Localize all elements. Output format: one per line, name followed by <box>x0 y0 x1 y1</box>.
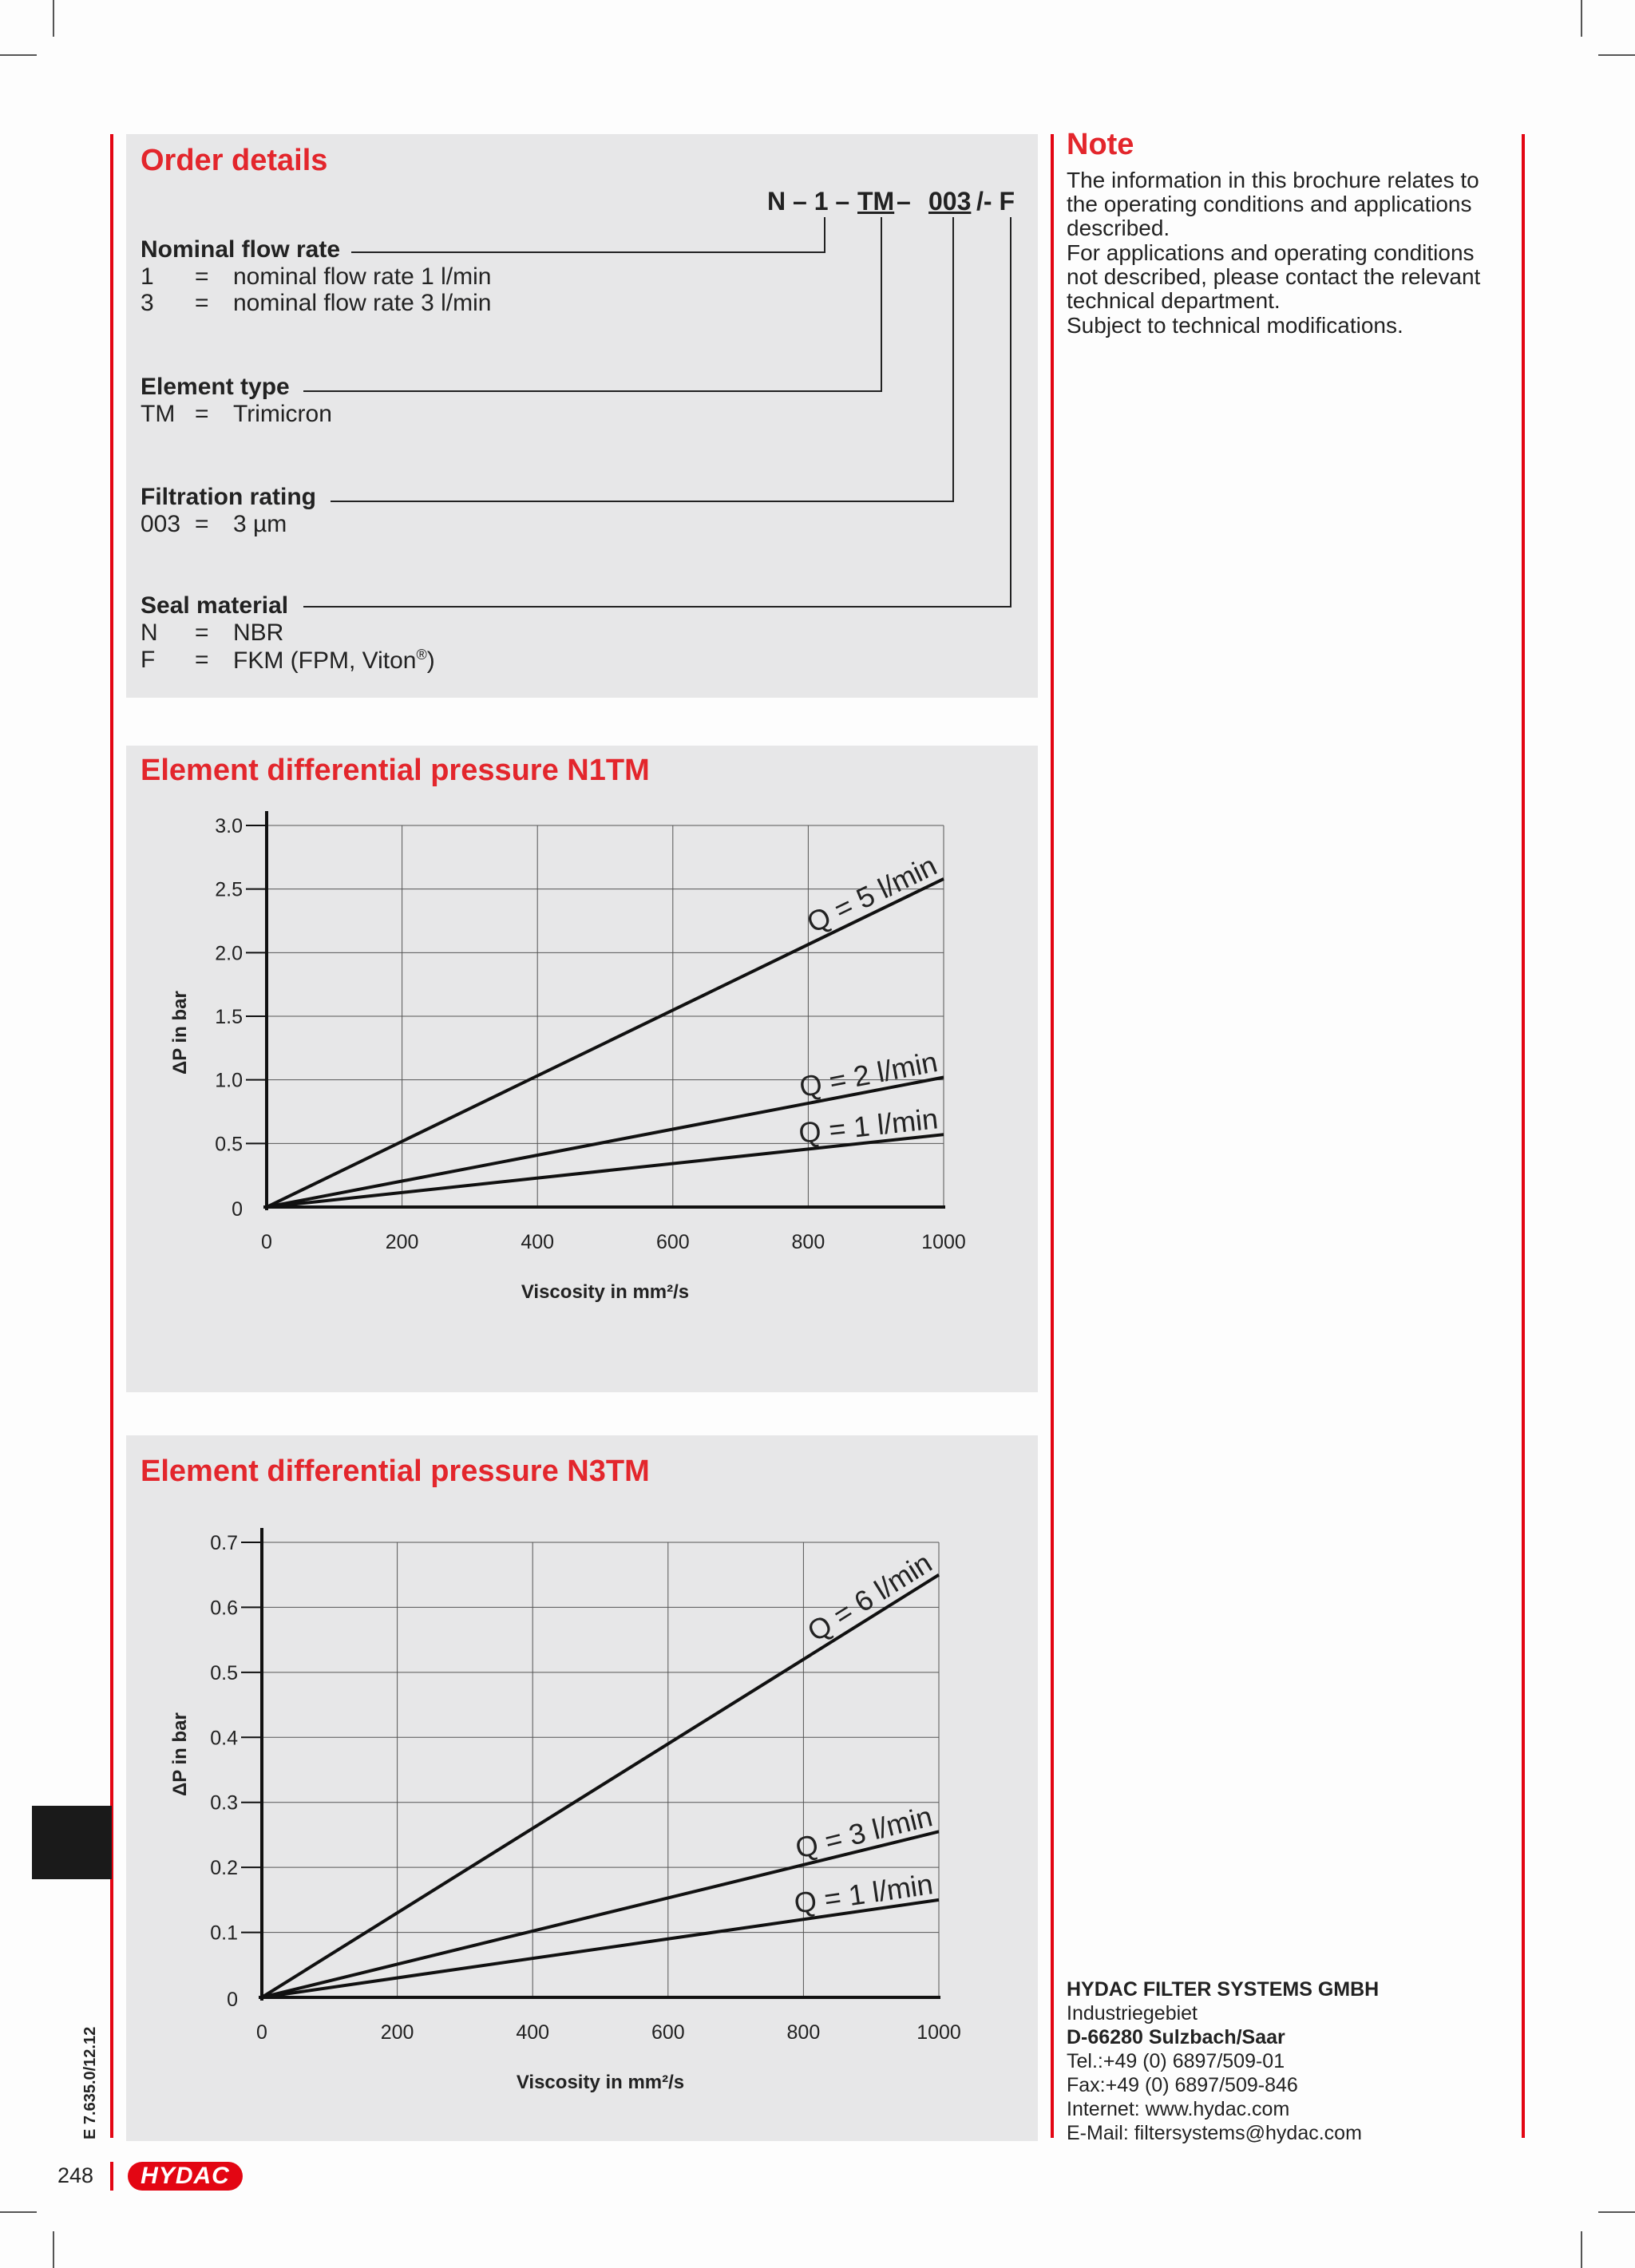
crop-mark <box>1581 2231 1582 2268</box>
note-line: described. <box>1067 216 1170 240</box>
chart-n1tm-ylabel: ΔP in bar <box>169 991 191 1075</box>
x-tick-label: 1000 <box>921 1231 966 1253</box>
code-filtration-rating: 003 <box>928 187 972 216</box>
x-tick-label: 200 <box>385 1231 419 1253</box>
chart-n1tm-panel <box>126 746 1038 1392</box>
doc-code: E 7.635.0/12.12 <box>81 2026 99 2139</box>
seal-eq-n: = <box>195 619 209 646</box>
crop-mark <box>1581 0 1582 37</box>
nominal-eq-1: = <box>195 263 209 290</box>
element-type-eq: = <box>195 401 209 427</box>
section-tab <box>32 1806 112 1879</box>
seal-value-f-text: FKM (FPM, Viton <box>233 647 417 674</box>
nominal-flow-label: Nominal flow rate <box>141 236 341 263</box>
x-axis-label: Viscosity in mm²/s <box>516 2072 685 2093</box>
y-tick-label: 1.5 <box>215 1006 243 1028</box>
page-number: 248 <box>57 2163 94 2187</box>
x-tick-label: 600 <box>655 1231 690 1253</box>
chart-n3tm-title: Element differential pressure N3TM <box>141 1455 650 1488</box>
y-tick-label: 0.4 <box>210 1727 238 1750</box>
note-line: not described, please contact the relevant <box>1067 264 1481 289</box>
crop-mark <box>0 54 37 56</box>
chart-n3tm-ylabel: ΔP in bar <box>169 1712 191 1796</box>
company-email[interactable]: E-Mail: filtersystems@hydac.com <box>1067 2122 1362 2144</box>
middle-rule <box>1051 134 1054 2138</box>
element-type-code: TM <box>141 401 176 427</box>
seal-code-n: N <box>141 619 158 646</box>
chart-n1tm <box>126 746 1038 1392</box>
filtration-rating-value: 3 µm <box>233 511 287 537</box>
crop-mark <box>1598 2211 1635 2213</box>
hydac-logo <box>128 2162 243 2191</box>
note-line: the operating conditions and applications <box>1067 192 1472 216</box>
y-tick-label: 0 <box>232 1198 243 1221</box>
filtration-rating-eq: = <box>195 511 209 537</box>
crop-mark <box>53 2231 54 2268</box>
y-tick-label: 0.7 <box>210 1532 238 1554</box>
chart-n1tm-title: Element differential pressure N1TM <box>141 754 650 787</box>
code-part-2: – <box>897 187 911 216</box>
seal-value-n: NBR <box>233 619 284 646</box>
order-details-panel <box>126 134 1038 698</box>
note-line: For applications and operating conditions <box>1067 240 1475 265</box>
series-label: Q = 3 l/min <box>792 1799 936 1865</box>
seal-eq-f: = <box>195 647 209 673</box>
crop-mark <box>53 0 54 37</box>
crop-mark <box>1598 54 1635 56</box>
y-tick-label: 2.5 <box>215 878 243 901</box>
right-rule <box>1522 134 1525 2138</box>
element-type-value: Trimicron <box>233 401 332 427</box>
series-label: Q = 1 l/min <box>792 1867 936 1920</box>
series-line <box>267 1134 944 1207</box>
x-tick-label: 800 <box>786 2021 821 2044</box>
chart-n3tm-panel <box>126 1435 1038 2141</box>
company-fax: Fax:+49 (0) 6897/509-846 <box>1067 2074 1298 2096</box>
company-city: D-66280 Sulzbach/Saar <box>1067 2026 1285 2048</box>
x-axis-label: Viscosity in mm²/s <box>521 1281 690 1303</box>
x-tick-label: 0 <box>256 2021 267 2044</box>
note-line: technical department. <box>1067 288 1281 313</box>
company-street: Industriegebiet <box>1067 2002 1198 2025</box>
nominal-eq-3: = <box>195 290 209 316</box>
company-internet[interactable]: Internet: www.hydac.com <box>1067 2098 1290 2120</box>
x-tick-label: 800 <box>791 1231 825 1253</box>
y-tick-label: 0.2 <box>210 1857 238 1880</box>
series-label: Q = 2 l/min <box>796 1045 940 1104</box>
registered-mark: ® <box>416 647 427 663</box>
series-line <box>267 879 944 1207</box>
footer-rule <box>110 2162 113 2191</box>
x-tick-label: 600 <box>651 2021 685 2044</box>
seal-value-f <box>233 647 435 675</box>
note-line: The information in this brochure relates to <box>1067 168 1479 192</box>
company-tel: Tel.:+49 (0) 6897/509-01 <box>1067 2050 1285 2072</box>
code-element-type: TM <box>857 187 895 216</box>
nominal-code-1: 1 <box>141 263 154 290</box>
x-tick-label: 400 <box>516 2021 550 2044</box>
nominal-value-3: nominal flow rate 3 l/min <box>233 290 492 316</box>
seal-material-label: Seal material <box>141 592 289 619</box>
x-tick-label: 1000 <box>916 2021 961 2044</box>
x-tick-label: 0 <box>261 1231 272 1253</box>
series-label: Q = 1 l/min <box>797 1102 940 1150</box>
series-label: Q = 6 l/min <box>802 1546 938 1649</box>
code-seal: /- F <box>976 187 1015 216</box>
seal-value-f-close: ) <box>426 647 435 674</box>
filtration-rating-code: 003 <box>141 511 181 537</box>
crop-mark <box>0 2211 37 2213</box>
y-tick-label: 0.6 <box>210 1597 238 1620</box>
order-details-title: Order details <box>141 144 328 177</box>
note-line: Subject to technical modifications. <box>1067 313 1403 338</box>
y-tick-label: 1.0 <box>215 1069 243 1092</box>
seal-code-f: F <box>141 647 156 673</box>
y-tick-label: 0.1 <box>210 1922 238 1945</box>
chart-n3tm <box>126 1435 1038 2141</box>
y-tick-label: 0.5 <box>215 1133 243 1156</box>
code-part-1: N – 1 – <box>767 187 850 216</box>
y-tick-label: 2.0 <box>215 942 243 965</box>
y-tick-label: 3.0 <box>215 815 243 837</box>
nominal-code-3: 3 <box>141 290 154 316</box>
series-label: Q = 5 l/min <box>802 849 942 940</box>
nominal-value-1: nominal flow rate 1 l/min <box>233 263 492 290</box>
y-tick-label: 0.3 <box>210 1791 238 1815</box>
x-tick-label: 200 <box>380 2021 414 2044</box>
hydac-logo-text: HYDAC <box>141 2163 230 2189</box>
note-title: Note <box>1067 128 1134 161</box>
y-tick-label: 0.5 <box>210 1661 238 1684</box>
series-line <box>262 1575 939 1997</box>
y-tick-label: 0 <box>227 1989 238 2011</box>
filtration-rating-label: Filtration rating <box>141 484 316 510</box>
x-tick-label: 400 <box>521 1231 555 1253</box>
element-type-label: Element type <box>141 374 290 400</box>
company-name: HYDAC FILTER SYSTEMS GMBH <box>1067 1978 1380 2001</box>
